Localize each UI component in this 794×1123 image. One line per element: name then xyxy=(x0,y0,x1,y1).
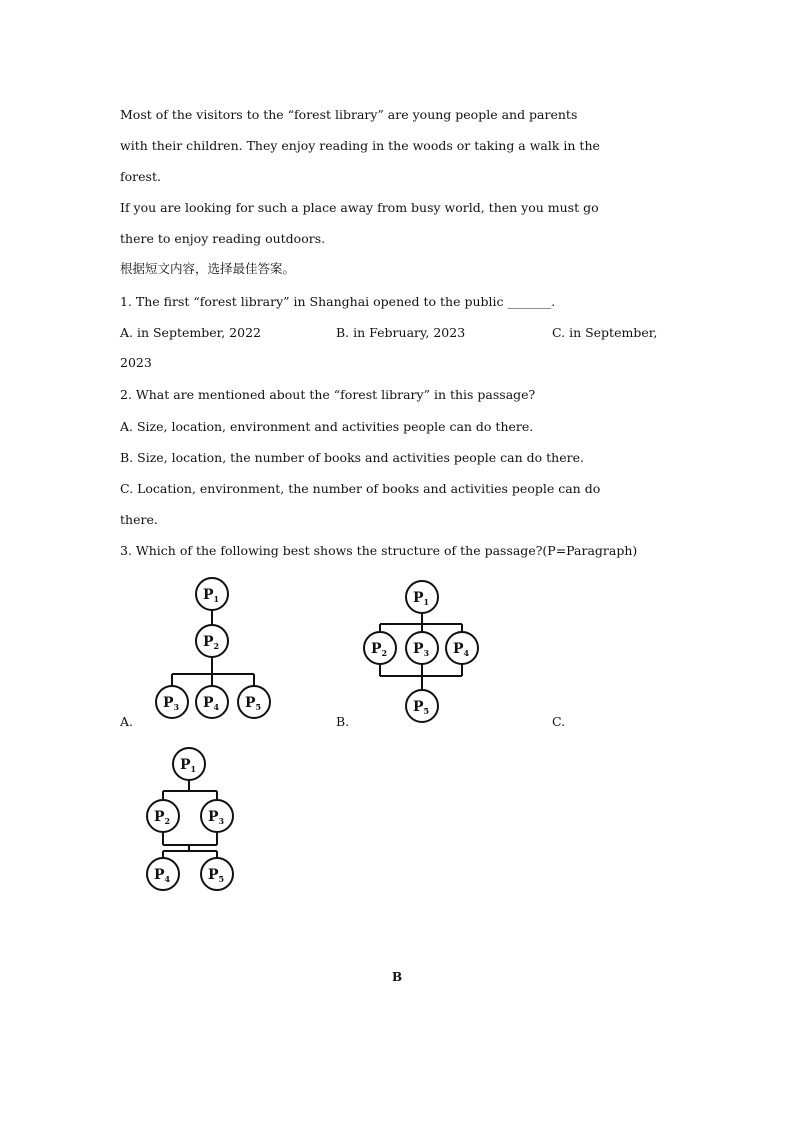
passage-line-3: forest. xyxy=(120,169,161,184)
passage-line-5: there to enjoy reading outdoors. xyxy=(120,231,326,246)
question-2-option-b[interactable]: B. Size, location, the number of books and activities people can do there. xyxy=(120,450,584,465)
node-p2-label: $P_2$ xyxy=(203,634,220,651)
svg-text:P1: $P_1$ xyxy=(180,757,197,774)
question-1-option-a[interactable]: A. in September, 2022 xyxy=(120,325,261,340)
svg-text:P3: $P_3$ xyxy=(208,809,225,826)
instruction: 根据短文内容，选择最佳答案。 xyxy=(120,261,296,276)
svg-text:P2: $P_2$ xyxy=(154,809,171,826)
svg-text:P1: $P_1$ xyxy=(413,590,430,607)
passage-line-1: Most of the visitors to the “forest library” are young people and parents xyxy=(120,107,578,122)
question-3-option-c[interactable]: C. xyxy=(552,714,566,729)
question-1-option-c[interactable]: C. in September, xyxy=(552,325,658,340)
question-3-stem: 3. Which of the following best shows the structure of the passage?(P=Paragraph) xyxy=(120,543,638,558)
section-label: B xyxy=(392,970,403,984)
question-1-stem: 1. The first “forest library” in Shanghai opened to the public _______. xyxy=(120,294,556,309)
question-2-option-c-continued: there. xyxy=(120,512,158,527)
svg-text:P4: $P_4$ xyxy=(453,641,470,658)
svg-text:P2: $P_2$ xyxy=(371,641,388,658)
passage-line-4: If you are looking for such a place away from busy world, then you must go xyxy=(120,200,599,215)
structure-diagram-b xyxy=(362,578,482,723)
question-3-option-b[interactable]: B. xyxy=(336,714,350,729)
structure-diagram-a xyxy=(150,570,280,725)
question-3-option-a[interactable]: A. xyxy=(120,714,134,729)
svg-text:P5: $P_5$ xyxy=(413,699,430,716)
question-1-option-c-continued: 2023 xyxy=(120,355,152,370)
node-p3-label: $P_3$ xyxy=(163,695,180,712)
node-p1-label: $P_1$ xyxy=(203,587,220,604)
question-1-option-b[interactable]: B. in February, 2023 xyxy=(336,325,466,340)
question-2-option-c[interactable]: C. Location, environment, the number of books and activities people can do xyxy=(120,481,601,496)
svg-text:P3: $P_3$ xyxy=(413,641,430,658)
node-p5-label: $P_5$ xyxy=(245,695,262,712)
svg-text:P4: $P_4$ xyxy=(154,867,171,884)
question-2-stem: 2. What are mentioned about the “forest library” in this passage? xyxy=(120,387,536,402)
question-2-option-a[interactable]: A. Size, location, environment and activities people can do there. xyxy=(120,419,534,434)
node-p4-label: $P_4$ xyxy=(203,695,220,712)
passage-line-2: with their children. They enjoy reading in the woods or taking a walk in the xyxy=(120,138,600,153)
svg-text:P5: $P_5$ xyxy=(208,867,225,884)
structure-diagram-c xyxy=(143,745,243,895)
